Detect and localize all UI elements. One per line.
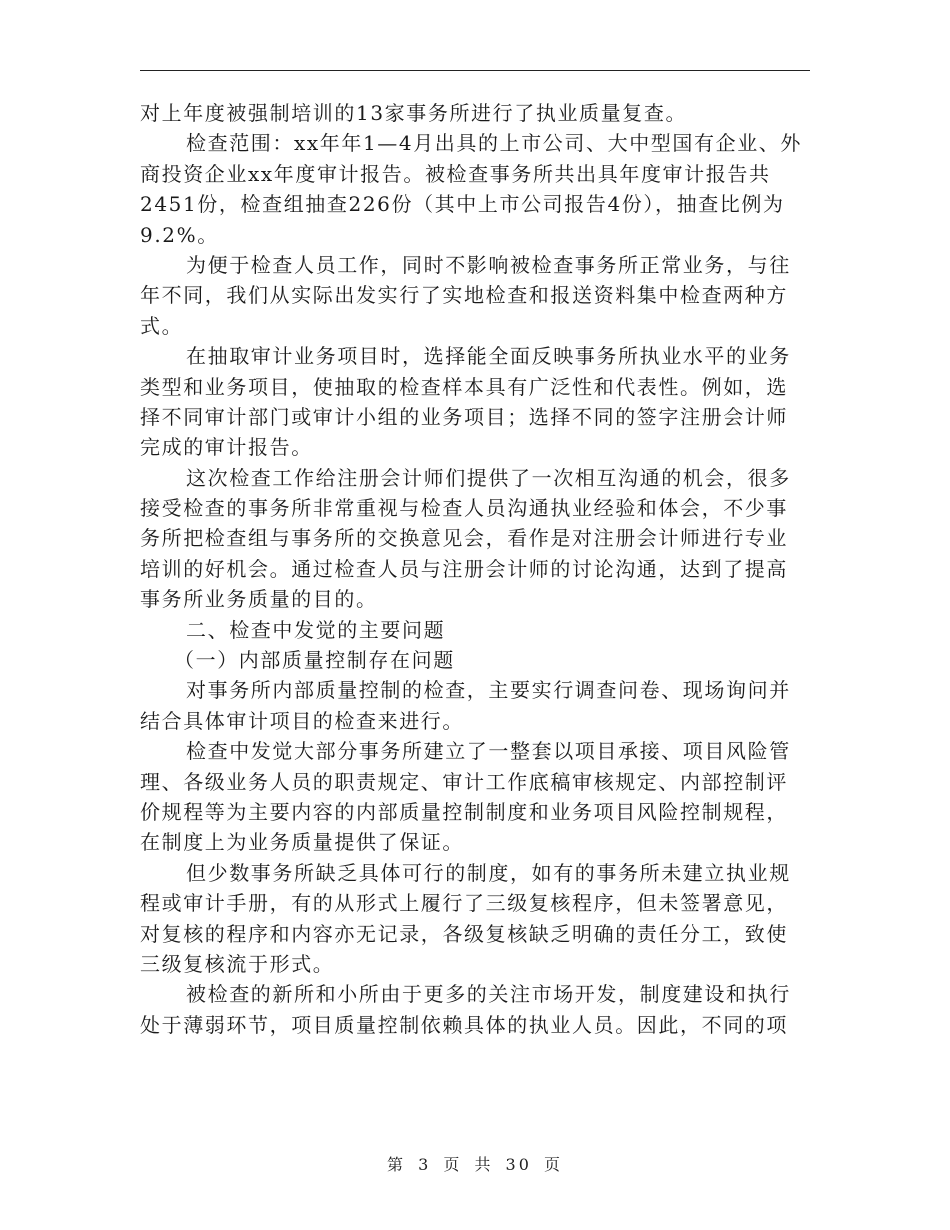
text-line: 价规程等为主要内容的内部质量控制制度和业务项目风险控制规程， — [140, 799, 788, 824]
text-line: 务所把检查组与事务所的交换意见会，看作是对注册会计师进行专业 — [140, 526, 788, 551]
text-line: 接受检查的事务所非常重视与检查人员沟通执业经验和体会，不少事 — [140, 496, 788, 521]
text-line: 这次检查工作给注册会计师们提供了一次相互沟通的机会，很多 — [186, 465, 791, 490]
text-line: 但少数事务所缺乏具体可行的制度，如有的事务所未建立执业规 — [186, 860, 791, 885]
text-line: 为便于检查人员工作，同时不影响被检查事务所正常业务，与往 — [186, 252, 791, 277]
text-line: 培训的好机会。通过检查人员与注册会计师的讨论沟通，达到了提高 — [140, 556, 788, 581]
text-line: 检查范围：xx年年1—4月出具的上市公司、大中型国有企业、外 — [186, 131, 803, 156]
section-heading: 二、检查中发觉的主要问题 — [186, 617, 446, 642]
text-line: 完成的审计报告。 — [140, 435, 313, 460]
text-line: 在抽取审计业务项目时，选择能全面反映事务所执业水平的业务 — [186, 344, 791, 369]
text-line: 处于薄弱环节，项目质量控制依赖具体的执业人员。因此，不同的项 — [140, 1012, 788, 1037]
text-line: 三级复核流于形式。 — [140, 951, 335, 976]
text-line: 事务所业务质量的目的。 — [140, 587, 378, 612]
text-line: 对复核的程序和内容亦无记录，各级复核缺乏明确的责任分工，致使 — [140, 921, 788, 946]
text-line: 2451份，检查组抽查226份（其中上市公司报告4份），抽查比例为 — [140, 192, 785, 217]
page-number: 第 3 页 共 30 页 — [387, 1155, 563, 1174]
text-line: 式。 — [140, 313, 184, 338]
text-line: 理、各级业务人员的职责规定、审计工作底稿审核规定、内部控制评 — [140, 769, 788, 794]
text-line: 择不同审计部门或审计小组的业务项目；选择不同的签字注册会计师 — [140, 404, 788, 429]
text-line: 年不同，我们从实际出发实行了实地检查和报送资料集中检查两种方 — [140, 283, 788, 308]
text-line: 对事务所内部质量控制的检查，主要实行调查问卷、现场询问并 — [186, 678, 791, 703]
text-line: 检查中发觉大部分事务所建立了一整套以项目承接、项目风险管 — [186, 739, 791, 764]
text-line: 结合具体审计项目的检查来进行。 — [140, 708, 464, 733]
document-body — [140, 98, 803, 1040]
text-line: 对上年度被强制培训的13家事务所进行了执业质量复查。 — [140, 101, 688, 125]
text-line: 类型和业务项目，使抽取的检查样本具有广泛性和代表性。例如，选 — [140, 374, 788, 399]
text-line: 被检查的新所和小所由于更多的关注市场开发，制度建设和执行 — [186, 982, 791, 1007]
text-line: 9.2%。 — [140, 222, 219, 247]
text-line: 程或审计手册，有的从形式上履行了三级复核程序，但未签署意见， — [140, 891, 788, 916]
header-rule — [140, 70, 810, 71]
subsection-heading: （一）内部质量控制存在问题 — [174, 648, 455, 673]
text-line: 在制度上为业务质量提供了保证。 — [140, 830, 464, 855]
text-line: 商投资企业xx年度审计报告。被检查事务所共出具年度审计报告共 — [140, 161, 771, 186]
